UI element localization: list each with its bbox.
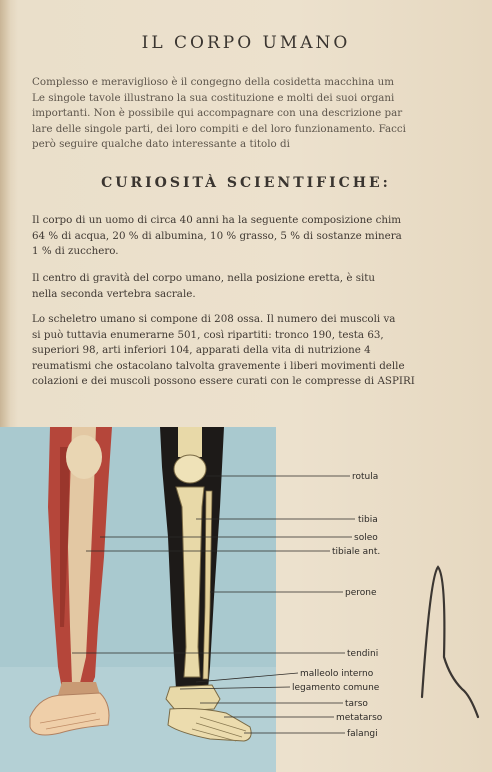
composition-line: Il corpo di un uomo di circa 40 anni ha la seguente composizione chim [32,214,402,226]
gravity-line: nella seconda vertebra sacrale. [32,287,196,300]
composition-paragraph [32,213,492,260]
intro-line: lare delle singole parti, dei loro compiti e del loro funzionamento. Facci [32,122,406,135]
composition-line: 1 % di zucchero. [32,245,119,257]
page-title: IL CORPO UMANO [141,33,351,53]
gravity-line: Il centro di gravità del corpo umano, nella posizione eretta, è situ [32,272,376,284]
label-metatarso: metatarso [336,713,383,723]
gravity-paragraph [32,271,492,302]
skeleton-paragraph [32,312,492,390]
intro-line: però seguire qualche dato interessante a titolo di [32,138,290,150]
skeleton-line: Lo scheletro umano si compone di 208 ossa. Il numero dei muscoli va [32,313,396,325]
skeleton-line: colazioni e dei muscoli possono essere curati con le compresse di ASPIRI [32,375,415,387]
composition-line: 64 % di acqua, 20 % di albumina, 10 % grasso, 5 % di sostanze minera [32,229,402,242]
skeleton-line: si può tuttavia enumerarne 501, così ripartiti: tronco 190, testa 63, [32,328,384,341]
label-soleo: soleo [354,533,378,543]
anatomy-illustration [0,427,492,772]
intro-line: Le singole tavole illustrano la sua costituzione e molti dei suoi organi [32,91,395,104]
label-perone: perone [345,588,377,598]
label-falangi: falangi [347,729,378,739]
pencil-scribble [422,567,478,717]
label-tarso: tarso [345,699,368,709]
skeleton-line: superiori 98, arti inferiori 104, apparati della vita di nutrizione 4 [32,344,371,356]
intro-line: Complesso e meraviglioso è il congegno della cosidetta macchina um [32,76,394,88]
label-tendini: tendini [347,649,379,659]
label-rotula: rotula [352,472,379,482]
intro-paragraph [32,75,492,153]
label-tibiale: tibiale ant. [332,547,381,557]
section-heading: CURIOSITÀ SCIENTIFICHE: [101,175,391,191]
label-legamento: legamento comune [292,683,380,693]
label-malleolo: malleolo interno [300,669,374,679]
skeleton-line: reumatismi che ostacolano talvolta gravemente i liberi movimenti delle [32,359,405,372]
label-tibia: tibia [358,515,378,525]
intro-line: importanti. Non è possibile qui accompagnare con una descrizione par [32,107,403,119]
